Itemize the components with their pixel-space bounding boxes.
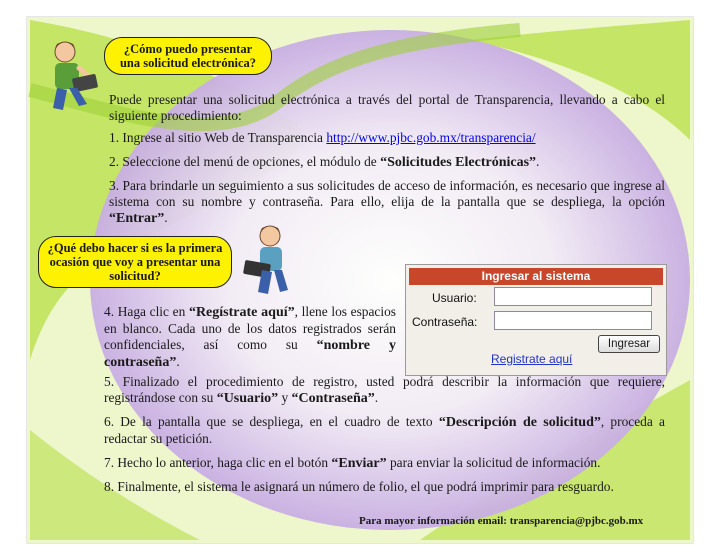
- transparency-link[interactable]: http://www.pjbc.gob.mx/transparencia/: [326, 130, 536, 145]
- person-at-laptop-illustration-1: [33, 38, 105, 121]
- username-field[interactable]: [494, 287, 652, 306]
- step-3: 3. Para brindarle un seguimiento a sus solicitudes de acceso de información, es necesario que ingrese al sistema con su nombre y contraseña. Para ello, elija de la pantalla que se despliega, la opción “Entrar”.: [109, 178, 665, 226]
- password-label: Contraseña:: [412, 315, 478, 329]
- intro-paragraph: Puede presentar una solicitud electrónica a través del portal de Transparencia, llevando a cabo el siguiente procedimiento:: [109, 92, 665, 123]
- step-1: 1. Ingrese al sitio Web de Transparencia http://www.pjbc.gob.mx/transparencia/: [109, 130, 536, 145]
- question-bubble-1: ¿Cómo puedo presentar una solicitud electrónica?: [104, 37, 272, 75]
- username-label: Usuario:: [432, 291, 477, 305]
- step-7: 7. Hecho lo anterior, haga clic en el botón “Enviar” para enviar la solicitud de información.: [104, 455, 601, 471]
- step-8: 8. Finalmente, el sistema le asignará un número de folio, el que podrá imprimir para resguardo.: [104, 479, 614, 494]
- step-6: 6. De la pantalla que se despliega, en el cuadro de texto “Descripción de solicitud”, proceda a redactar su petición.: [104, 414, 665, 446]
- question-bubble-2: ¿Qué debo hacer si es la primera ocasión que voy a presentar una solicitud?: [38, 236, 232, 288]
- login-box-title: Ingresar al sistema: [409, 268, 663, 285]
- step-5: 5. Finalizado el procedimiento de registro, usted podrá describir la información que requiere, registrándose con su “Usuario” y “Contraseña”.: [104, 374, 665, 406]
- register-link[interactable]: Registrate aquí: [491, 352, 573, 366]
- login-button[interactable]: Ingresar: [598, 335, 660, 353]
- login-box-screenshot: [405, 264, 667, 376]
- password-field[interactable]: [494, 311, 652, 330]
- contact-footer: Para mayor información email: transparencia@pjbc.gob.mx: [359, 515, 644, 527]
- step-2: 2. Seleccione del menú de opciones, el módulo de “Solicitudes Electrónicas”.: [109, 154, 540, 170]
- step-4: 4. Haga clic en “Regístrate aquí”, llene los espacios en blanco. Cada uno de los datos registrados serán confidenciales, así como su “nombre y contraseña”.: [104, 304, 396, 370]
- person-at-laptop-illustration-2: [240, 222, 304, 301]
